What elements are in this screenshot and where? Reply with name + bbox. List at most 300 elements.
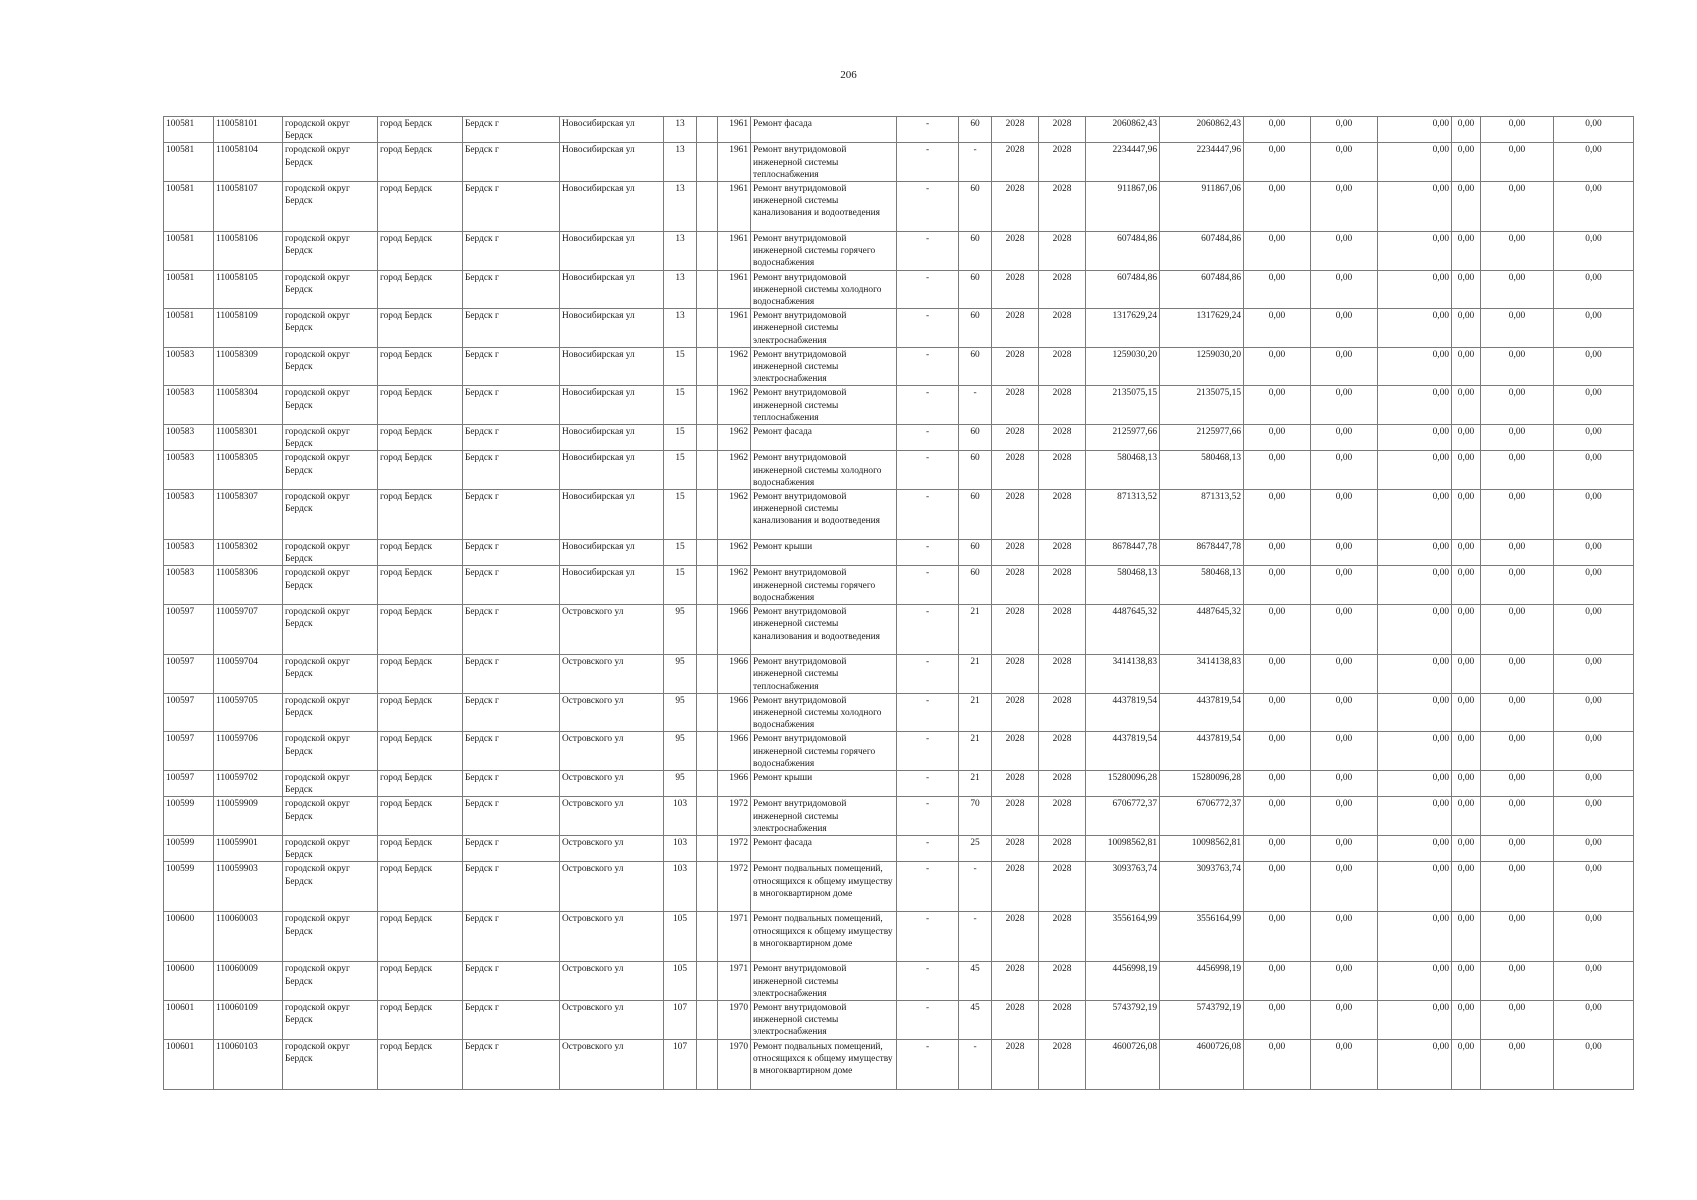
year-built-cell: 1970 bbox=[718, 1039, 751, 1089]
fund-cell-2: 0,00 bbox=[1311, 232, 1378, 271]
plan-year-start-cell: 2028 bbox=[992, 862, 1039, 912]
fund-cell-5: 0,00 bbox=[1481, 797, 1554, 836]
settlement-cell: город Бердск bbox=[378, 770, 463, 796]
total-cost-cell: 4437819,54 bbox=[1160, 732, 1244, 771]
plan-year-end-cell: 2028 bbox=[1039, 912, 1086, 962]
fund-cell-5: 0,00 bbox=[1481, 425, 1554, 451]
fund-cell-3: 0,00 bbox=[1378, 540, 1452, 566]
house-id-cell: 100581 bbox=[164, 309, 214, 348]
fund-cell-5: 0,00 bbox=[1481, 309, 1554, 348]
table-row bbox=[164, 309, 1634, 348]
building-cell bbox=[697, 770, 718, 796]
fund-cell-1: 0,00 bbox=[1244, 182, 1311, 232]
work-type-cell: Ремонт внутридомовой инженерной системы горячего водоснабжения bbox=[751, 566, 897, 605]
building-cell bbox=[697, 835, 718, 861]
locality-cell: Бердск г bbox=[463, 425, 560, 451]
work-id-cell: 110058309 bbox=[214, 347, 283, 386]
fund-cell-3: 0,00 bbox=[1378, 835, 1452, 861]
settlement-cell: город Бердск bbox=[378, 117, 463, 143]
blank-cell: - bbox=[897, 962, 959, 1001]
plan-year-end-cell: 2028 bbox=[1039, 143, 1086, 182]
municipality-cell: городской округ Бердск bbox=[283, 451, 378, 490]
work-type-cell: Ремонт фасада bbox=[751, 835, 897, 861]
fund-cell-6: 0,00 bbox=[1554, 962, 1634, 1001]
fund-cell-6: 0,00 bbox=[1554, 1000, 1634, 1039]
street-cell: Новосибирская ул bbox=[560, 143, 664, 182]
fund-cell-5: 0,00 bbox=[1481, 451, 1554, 490]
wear-cell: 60 bbox=[959, 182, 992, 232]
work-id-cell: 110059702 bbox=[214, 770, 283, 796]
fund-cell-5: 0,00 bbox=[1481, 182, 1554, 232]
fund-cell-3: 0,00 bbox=[1378, 309, 1452, 348]
fund-cell-5: 0,00 bbox=[1481, 347, 1554, 386]
locality-cell: Бердск г bbox=[463, 566, 560, 605]
fund-cell-2: 0,00 bbox=[1311, 490, 1378, 540]
fund-cell-6: 0,00 bbox=[1554, 232, 1634, 271]
fund-cell-4: 0,00 bbox=[1452, 182, 1481, 232]
house-id-cell: 100601 bbox=[164, 1039, 214, 1089]
house-id-cell: 100581 bbox=[164, 270, 214, 309]
fund-cell-4: 0,00 bbox=[1452, 490, 1481, 540]
cost-cell: 4456998,19 bbox=[1086, 962, 1160, 1001]
house-id-cell: 100597 bbox=[164, 655, 214, 694]
fund-cell-5: 0,00 bbox=[1481, 143, 1554, 182]
fund-cell-6: 0,00 bbox=[1554, 117, 1634, 143]
plan-year-start-cell: 2028 bbox=[992, 1000, 1039, 1039]
total-cost-cell: 3093763,74 bbox=[1160, 862, 1244, 912]
blank-cell: - bbox=[897, 347, 959, 386]
fund-cell-5: 0,00 bbox=[1481, 655, 1554, 694]
wear-cell: 45 bbox=[959, 1000, 992, 1039]
settlement-cell: город Бердск bbox=[378, 1000, 463, 1039]
fund-cell-6: 0,00 bbox=[1554, 182, 1634, 232]
plan-year-end-cell: 2028 bbox=[1039, 797, 1086, 836]
work-type-cell: Ремонт крыши bbox=[751, 770, 897, 796]
building-cell bbox=[697, 732, 718, 771]
fund-cell-3: 0,00 bbox=[1378, 347, 1452, 386]
fund-cell-3: 0,00 bbox=[1378, 912, 1452, 962]
house-number-cell: 95 bbox=[664, 732, 697, 771]
fund-cell-1: 0,00 bbox=[1244, 143, 1311, 182]
cost-cell: 580468,13 bbox=[1086, 451, 1160, 490]
total-cost-cell: 8678447,78 bbox=[1160, 540, 1244, 566]
locality-cell: Бердск г bbox=[463, 1000, 560, 1039]
fund-cell-6: 0,00 bbox=[1554, 143, 1634, 182]
building-cell bbox=[697, 655, 718, 694]
plan-year-end-cell: 2028 bbox=[1039, 347, 1086, 386]
year-built-cell: 1962 bbox=[718, 451, 751, 490]
municipality-cell: городской округ Бердск bbox=[283, 232, 378, 271]
work-type-cell: Ремонт подвальных помещений, относящихся к общему имуществу в многоквартирном доме bbox=[751, 912, 897, 962]
municipality-cell: городской округ Бердск bbox=[283, 770, 378, 796]
fund-cell-4: 0,00 bbox=[1452, 962, 1481, 1001]
cost-cell: 2060862,43 bbox=[1086, 117, 1160, 143]
work-type-cell: Ремонт внутридомовой инженерной системы теплоснабжения bbox=[751, 143, 897, 182]
street-cell: Новосибирская ул bbox=[560, 117, 664, 143]
plan-year-end-cell: 2028 bbox=[1039, 540, 1086, 566]
wear-cell: 21 bbox=[959, 770, 992, 796]
building-cell bbox=[697, 693, 718, 732]
plan-year-start-cell: 2028 bbox=[992, 693, 1039, 732]
house-id-cell: 100599 bbox=[164, 835, 214, 861]
wear-cell: 21 bbox=[959, 693, 992, 732]
municipality-cell: городской округ Бердск bbox=[283, 797, 378, 836]
plan-year-start-cell: 2028 bbox=[992, 605, 1039, 655]
fund-cell-1: 0,00 bbox=[1244, 1000, 1311, 1039]
street-cell: Островского ул bbox=[560, 1039, 664, 1089]
street-cell: Новосибирская ул bbox=[560, 347, 664, 386]
year-built-cell: 1966 bbox=[718, 605, 751, 655]
settlement-cell: город Бердск bbox=[378, 451, 463, 490]
fund-cell-3: 0,00 bbox=[1378, 117, 1452, 143]
blank-cell: - bbox=[897, 835, 959, 861]
locality-cell: Бердск г bbox=[463, 451, 560, 490]
cost-cell: 2125977,66 bbox=[1086, 425, 1160, 451]
fund-cell-4: 0,00 bbox=[1452, 451, 1481, 490]
fund-cell-6: 0,00 bbox=[1554, 732, 1634, 771]
blank-cell: - bbox=[897, 386, 959, 425]
house-id-cell: 100600 bbox=[164, 962, 214, 1001]
fund-cell-1: 0,00 bbox=[1244, 451, 1311, 490]
fund-cell-2: 0,00 bbox=[1311, 451, 1378, 490]
work-type-cell: Ремонт внутридомовой инженерной системы электроснабжения bbox=[751, 962, 897, 1001]
fund-cell-6: 0,00 bbox=[1554, 835, 1634, 861]
plan-year-end-cell: 2028 bbox=[1039, 451, 1086, 490]
fund-cell-1: 0,00 bbox=[1244, 605, 1311, 655]
blank-cell: - bbox=[897, 912, 959, 962]
total-cost-cell: 4487645,32 bbox=[1160, 605, 1244, 655]
cost-cell: 4437819,54 bbox=[1086, 732, 1160, 771]
year-built-cell: 1961 bbox=[718, 270, 751, 309]
locality-cell: Бердск г bbox=[463, 386, 560, 425]
municipality-cell: городской округ Бердск bbox=[283, 962, 378, 1001]
fund-cell-3: 0,00 bbox=[1378, 490, 1452, 540]
building-cell bbox=[697, 566, 718, 605]
table-row bbox=[164, 862, 1634, 912]
house-number-cell: 15 bbox=[664, 566, 697, 605]
house-id-cell: 100600 bbox=[164, 912, 214, 962]
cost-cell: 3556164,99 bbox=[1086, 912, 1160, 962]
cost-cell: 3093763,74 bbox=[1086, 862, 1160, 912]
plan-year-end-cell: 2028 bbox=[1039, 1039, 1086, 1089]
work-id-cell: 110060009 bbox=[214, 962, 283, 1001]
settlement-cell: город Бердск bbox=[378, 566, 463, 605]
fund-cell-6: 0,00 bbox=[1554, 425, 1634, 451]
table-row bbox=[164, 386, 1634, 425]
building-cell bbox=[697, 605, 718, 655]
municipality-cell: городской округ Бердск bbox=[283, 655, 378, 694]
fund-cell-2: 0,00 bbox=[1311, 386, 1378, 425]
fund-cell-6: 0,00 bbox=[1554, 1039, 1634, 1089]
table-row bbox=[164, 732, 1634, 771]
municipality-cell: городской округ Бердск bbox=[283, 270, 378, 309]
fund-cell-2: 0,00 bbox=[1311, 770, 1378, 796]
building-cell bbox=[697, 232, 718, 271]
fund-cell-5: 0,00 bbox=[1481, 566, 1554, 605]
table-row bbox=[164, 693, 1634, 732]
page-number: 206 bbox=[840, 69, 857, 81]
table-row bbox=[164, 425, 1634, 451]
settlement-cell: город Бердск bbox=[378, 605, 463, 655]
settlement-cell: город Бердск bbox=[378, 732, 463, 771]
street-cell: Новосибирская ул bbox=[560, 490, 664, 540]
wear-cell: - bbox=[959, 386, 992, 425]
total-cost-cell: 2060862,43 bbox=[1160, 117, 1244, 143]
house-id-cell: 100583 bbox=[164, 566, 214, 605]
year-built-cell: 1966 bbox=[718, 693, 751, 732]
plan-year-end-cell: 2028 bbox=[1039, 962, 1086, 1001]
work-type-cell: Ремонт внутридомовой инженерной системы горячего водоснабжения bbox=[751, 232, 897, 271]
fund-cell-6: 0,00 bbox=[1554, 270, 1634, 309]
wear-cell: 60 bbox=[959, 451, 992, 490]
municipality-cell: городской округ Бердск bbox=[283, 182, 378, 232]
plan-year-end-cell: 2028 bbox=[1039, 693, 1086, 732]
plan-year-start-cell: 2028 bbox=[992, 451, 1039, 490]
fund-cell-6: 0,00 bbox=[1554, 862, 1634, 912]
fund-cell-6: 0,00 bbox=[1554, 693, 1634, 732]
plan-year-start-cell: 2028 bbox=[992, 270, 1039, 309]
building-cell bbox=[697, 270, 718, 309]
blank-cell: - bbox=[897, 732, 959, 771]
year-built-cell: 1970 bbox=[718, 1000, 751, 1039]
fund-cell-4: 0,00 bbox=[1452, 770, 1481, 796]
year-built-cell: 1962 bbox=[718, 425, 751, 451]
fund-cell-4: 0,00 bbox=[1452, 540, 1481, 566]
street-cell: Островского ул bbox=[560, 1000, 664, 1039]
fund-cell-3: 0,00 bbox=[1378, 770, 1452, 796]
fund-cell-4: 0,00 bbox=[1452, 732, 1481, 771]
house-number-cell: 13 bbox=[664, 143, 697, 182]
locality-cell: Бердск г bbox=[463, 182, 560, 232]
street-cell: Островского ул bbox=[560, 912, 664, 962]
total-cost-cell: 5743792,19 bbox=[1160, 1000, 1244, 1039]
fund-cell-4: 0,00 bbox=[1452, 386, 1481, 425]
locality-cell: Бердск г bbox=[463, 693, 560, 732]
fund-cell-4: 0,00 bbox=[1452, 566, 1481, 605]
fund-cell-1: 0,00 bbox=[1244, 962, 1311, 1001]
street-cell: Новосибирская ул bbox=[560, 182, 664, 232]
work-type-cell: Ремонт внутридомовой инженерной системы теплоснабжения bbox=[751, 386, 897, 425]
house-number-cell: 13 bbox=[664, 270, 697, 309]
total-cost-cell: 580468,13 bbox=[1160, 451, 1244, 490]
table-row bbox=[164, 797, 1634, 836]
plan-year-start-cell: 2028 bbox=[992, 770, 1039, 796]
year-built-cell: 1966 bbox=[718, 655, 751, 694]
fund-cell-5: 0,00 bbox=[1481, 232, 1554, 271]
house-id-cell: 100597 bbox=[164, 693, 214, 732]
work-id-cell: 110059909 bbox=[214, 797, 283, 836]
fund-cell-4: 0,00 bbox=[1452, 143, 1481, 182]
plan-year-end-cell: 2028 bbox=[1039, 566, 1086, 605]
fund-cell-1: 0,00 bbox=[1244, 797, 1311, 836]
locality-cell: Бердск г bbox=[463, 770, 560, 796]
plan-year-start-cell: 2028 bbox=[992, 347, 1039, 386]
work-id-cell: 110058307 bbox=[214, 490, 283, 540]
house-number-cell: 103 bbox=[664, 862, 697, 912]
blank-cell: - bbox=[897, 182, 959, 232]
house-number-cell: 15 bbox=[664, 386, 697, 425]
wear-cell: 60 bbox=[959, 232, 992, 271]
table-row bbox=[164, 770, 1634, 796]
locality-cell: Бердск г bbox=[463, 835, 560, 861]
fund-cell-1: 0,00 bbox=[1244, 655, 1311, 694]
fund-cell-1: 0,00 bbox=[1244, 770, 1311, 796]
house-id-cell: 100583 bbox=[164, 347, 214, 386]
fund-cell-5: 0,00 bbox=[1481, 862, 1554, 912]
capital-repair-table bbox=[163, 116, 1634, 1090]
table-body bbox=[164, 117, 1634, 1090]
street-cell: Островского ул bbox=[560, 862, 664, 912]
fund-cell-3: 0,00 bbox=[1378, 270, 1452, 309]
building-cell bbox=[697, 143, 718, 182]
locality-cell: Бердск г bbox=[463, 490, 560, 540]
year-built-cell: 1961 bbox=[718, 232, 751, 271]
wear-cell: 25 bbox=[959, 835, 992, 861]
settlement-cell: город Бердск bbox=[378, 232, 463, 271]
street-cell: Островского ул bbox=[560, 655, 664, 694]
fund-cell-6: 0,00 bbox=[1554, 912, 1634, 962]
year-built-cell: 1972 bbox=[718, 862, 751, 912]
table-row bbox=[164, 912, 1634, 962]
house-number-cell: 107 bbox=[664, 1039, 697, 1089]
building-cell bbox=[697, 962, 718, 1001]
fund-cell-2: 0,00 bbox=[1311, 862, 1378, 912]
cost-cell: 4600726,08 bbox=[1086, 1039, 1160, 1089]
house-number-cell: 95 bbox=[664, 693, 697, 732]
blank-cell: - bbox=[897, 605, 959, 655]
work-id-cell: 110058106 bbox=[214, 232, 283, 271]
plan-year-start-cell: 2028 bbox=[992, 232, 1039, 271]
building-cell bbox=[697, 117, 718, 143]
street-cell: Новосибирская ул bbox=[560, 540, 664, 566]
work-type-cell: Ремонт внутридомовой инженерной системы канализования и водоотведения bbox=[751, 182, 897, 232]
fund-cell-3: 0,00 bbox=[1378, 566, 1452, 605]
settlement-cell: город Бердск bbox=[378, 835, 463, 861]
work-type-cell: Ремонт подвальных помещений, относящихся к общему имуществу в многоквартирном доме bbox=[751, 1039, 897, 1089]
building-cell bbox=[697, 797, 718, 836]
house-id-cell: 100597 bbox=[164, 605, 214, 655]
year-built-cell: 1961 bbox=[718, 117, 751, 143]
table-row bbox=[164, 347, 1634, 386]
work-id-cell: 110058305 bbox=[214, 451, 283, 490]
total-cost-cell: 4456998,19 bbox=[1160, 962, 1244, 1001]
settlement-cell: город Бердск bbox=[378, 386, 463, 425]
blank-cell: - bbox=[897, 425, 959, 451]
fund-cell-2: 0,00 bbox=[1311, 732, 1378, 771]
wear-cell: 60 bbox=[959, 347, 992, 386]
fund-cell-2: 0,00 bbox=[1311, 347, 1378, 386]
fund-cell-6: 0,00 bbox=[1554, 797, 1634, 836]
house-number-cell: 107 bbox=[664, 1000, 697, 1039]
table-row bbox=[164, 143, 1634, 182]
work-type-cell: Ремонт внутридомовой инженерной системы электроснабжения bbox=[751, 309, 897, 348]
house-number-cell: 13 bbox=[664, 232, 697, 271]
blank-cell: - bbox=[897, 540, 959, 566]
work-type-cell: Ремонт внутридомовой инженерной системы электроснабжения bbox=[751, 1000, 897, 1039]
work-id-cell: 110060103 bbox=[214, 1039, 283, 1089]
fund-cell-6: 0,00 bbox=[1554, 490, 1634, 540]
house-number-cell: 105 bbox=[664, 912, 697, 962]
blank-cell: - bbox=[897, 566, 959, 605]
fund-cell-6: 0,00 bbox=[1554, 655, 1634, 694]
blank-cell: - bbox=[897, 655, 959, 694]
fund-cell-1: 0,00 bbox=[1244, 912, 1311, 962]
street-cell: Островского ул bbox=[560, 732, 664, 771]
cost-cell: 607484,86 bbox=[1086, 270, 1160, 309]
plan-year-start-cell: 2028 bbox=[992, 540, 1039, 566]
house-id-cell: 100583 bbox=[164, 490, 214, 540]
settlement-cell: город Бердск bbox=[378, 655, 463, 694]
street-cell: Островского ул bbox=[560, 835, 664, 861]
wear-cell: 60 bbox=[959, 309, 992, 348]
blank-cell: - bbox=[897, 451, 959, 490]
plan-year-end-cell: 2028 bbox=[1039, 862, 1086, 912]
work-type-cell: Ремонт внутридомовой инженерной системы канализования и водоотведения bbox=[751, 490, 897, 540]
blank-cell: - bbox=[897, 490, 959, 540]
blank-cell: - bbox=[897, 797, 959, 836]
locality-cell: Бердск г bbox=[463, 309, 560, 348]
house-number-cell: 15 bbox=[664, 540, 697, 566]
locality-cell: Бердск г bbox=[463, 1039, 560, 1089]
fund-cell-1: 0,00 bbox=[1244, 566, 1311, 605]
cost-cell: 1317629,24 bbox=[1086, 309, 1160, 348]
building-cell bbox=[697, 912, 718, 962]
work-type-cell: Ремонт внутридомовой инженерной системы холодного водоснабжения bbox=[751, 693, 897, 732]
fund-cell-6: 0,00 bbox=[1554, 451, 1634, 490]
plan-year-end-cell: 2028 bbox=[1039, 655, 1086, 694]
work-id-cell: 110058306 bbox=[214, 566, 283, 605]
street-cell: Островского ул bbox=[560, 797, 664, 836]
work-type-cell: Ремонт подвальных помещений, относящихся к общему имуществу в многоквартирном доме bbox=[751, 862, 897, 912]
building-cell bbox=[697, 1000, 718, 1039]
house-id-cell: 100599 bbox=[164, 797, 214, 836]
fund-cell-3: 0,00 bbox=[1378, 732, 1452, 771]
settlement-cell: город Бердск bbox=[378, 182, 463, 232]
fund-cell-2: 0,00 bbox=[1311, 655, 1378, 694]
work-id-cell: 110058304 bbox=[214, 386, 283, 425]
plan-year-end-cell: 2028 bbox=[1039, 182, 1086, 232]
fund-cell-1: 0,00 bbox=[1244, 309, 1311, 348]
wear-cell: 21 bbox=[959, 655, 992, 694]
settlement-cell: город Бердск bbox=[378, 862, 463, 912]
fund-cell-1: 0,00 bbox=[1244, 540, 1311, 566]
fund-cell-5: 0,00 bbox=[1481, 693, 1554, 732]
blank-cell: - bbox=[897, 770, 959, 796]
fund-cell-5: 0,00 bbox=[1481, 770, 1554, 796]
cost-cell: 4487645,32 bbox=[1086, 605, 1160, 655]
fund-cell-3: 0,00 bbox=[1378, 862, 1452, 912]
fund-cell-6: 0,00 bbox=[1554, 347, 1634, 386]
house-id-cell: 100583 bbox=[164, 386, 214, 425]
cost-cell: 6706772,37 bbox=[1086, 797, 1160, 836]
work-id-cell: 110058101 bbox=[214, 117, 283, 143]
street-cell: Новосибирская ул bbox=[560, 425, 664, 451]
cost-cell: 580468,13 bbox=[1086, 566, 1160, 605]
fund-cell-5: 0,00 bbox=[1481, 117, 1554, 143]
cost-cell: 3414138,83 bbox=[1086, 655, 1160, 694]
house-id-cell: 100581 bbox=[164, 232, 214, 271]
blank-cell: - bbox=[897, 862, 959, 912]
municipality-cell: городской округ Бердск bbox=[283, 143, 378, 182]
street-cell: Новосибирская ул bbox=[560, 386, 664, 425]
fund-cell-3: 0,00 bbox=[1378, 232, 1452, 271]
work-id-cell: 110058107 bbox=[214, 182, 283, 232]
work-id-cell: 110058302 bbox=[214, 540, 283, 566]
fund-cell-1: 0,00 bbox=[1244, 232, 1311, 271]
total-cost-cell: 2125977,66 bbox=[1160, 425, 1244, 451]
plan-year-start-cell: 2028 bbox=[992, 117, 1039, 143]
street-cell: Островского ул bbox=[560, 693, 664, 732]
